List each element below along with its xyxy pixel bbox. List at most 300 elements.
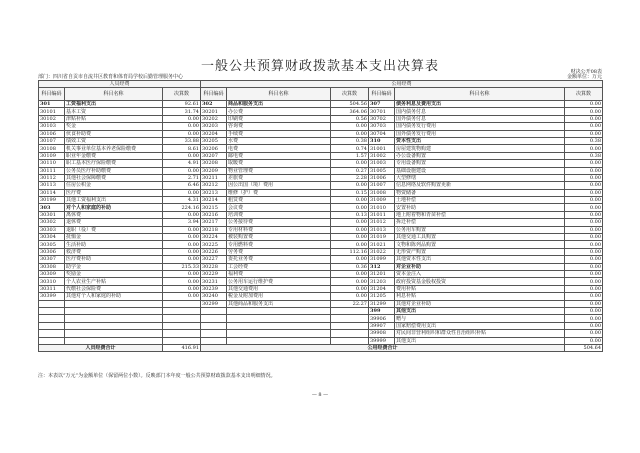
cell-name: 对个人和家庭的补助	[65, 204, 163, 211]
cell-name: 其他交通费用	[227, 285, 331, 292]
cell-amount: 0.00	[163, 248, 201, 255]
cell-amount: 0.27	[331, 167, 369, 174]
cell-name: 国外债务付息	[395, 115, 565, 122]
cell-name: 个人农业生产补贴	[65, 278, 163, 285]
cell-amount: 0.00	[565, 182, 603, 189]
cell-code: 30110	[39, 160, 65, 167]
cell-amount: 0.00	[331, 278, 369, 285]
personnel-header: 人员经费	[39, 81, 201, 88]
cell-code: 30227	[201, 256, 227, 263]
cell-name: 津贴补贴	[65, 115, 163, 122]
cell-amount	[331, 322, 369, 329]
cell-name: 国内债务发行费用	[395, 123, 565, 130]
cell-code: 31022	[369, 248, 395, 255]
cell-name: 政府投资基金股权投资	[395, 278, 565, 285]
cell-name: 离休费	[65, 211, 163, 218]
cell-name	[227, 315, 331, 322]
cell-code: 30308	[39, 263, 65, 270]
table-row	[39, 330, 603, 337]
cell-name: 印刷费	[227, 115, 331, 122]
cell-name: 其他工资福利支出	[65, 197, 163, 204]
cell-amount: 0.00	[565, 307, 603, 314]
cell-name: 公务接待费	[227, 219, 331, 226]
cell-name: 文物和陈列品购置	[395, 241, 565, 248]
cell-amount: 0.00	[331, 256, 369, 263]
cell-amount: 0.36	[331, 263, 369, 270]
cell-name: 奖金	[65, 123, 163, 130]
cell-amount	[163, 300, 201, 307]
cell-code	[201, 337, 227, 344]
total-public-value: 504.64	[565, 344, 603, 351]
cell-name: 退休费	[65, 219, 163, 226]
table-row	[39, 123, 603, 130]
cell-name: 其他交通工具购置	[395, 234, 565, 241]
cell-name: 其他对企业补助	[395, 300, 565, 307]
cell-name: 公务员医疗补助缴费	[65, 167, 163, 174]
cell-code: 303	[39, 204, 65, 211]
cell-code: 31204	[369, 285, 395, 292]
cell-amount: 0.00	[565, 130, 603, 137]
cell-amount: 4.31	[163, 197, 201, 204]
cell-code: 31019	[369, 234, 395, 241]
cell-amount: 0.00	[565, 226, 603, 233]
cell-code	[39, 315, 65, 322]
cell-amount: 0.00	[331, 130, 369, 137]
cell-amount: 31.74	[163, 108, 201, 115]
department-label: 部门：四川省自贡市自流井区教育和体育局学校后勤管理服务中心	[38, 74, 184, 80]
cell-code: 302	[201, 101, 227, 108]
cell-name	[227, 307, 331, 314]
cell-code: 307	[369, 101, 395, 108]
cell-amount: 0.00	[331, 270, 369, 277]
cell-code: 30205	[201, 137, 227, 144]
cell-amount: 504.56	[331, 101, 369, 108]
cell-code: 30215	[201, 204, 227, 211]
cell-code: 30307	[39, 256, 65, 263]
cell-amount: 0.00	[565, 330, 603, 337]
col-name: 科目名称	[65, 88, 163, 101]
cell-code: 30109	[39, 152, 65, 159]
cell-code: 30217	[201, 219, 227, 226]
cell-amount: 0.00	[163, 211, 201, 218]
cell-name: 土地补偿	[395, 197, 565, 204]
cell-amount	[331, 307, 369, 314]
cell-amount: 0.00	[565, 285, 603, 292]
col-code: 科目编码	[369, 88, 395, 101]
cell-code	[201, 330, 227, 337]
cell-name: 会议费	[227, 204, 331, 211]
cell-name: 其他支出	[395, 307, 565, 314]
cell-name: 专用设备购置	[395, 160, 565, 167]
cell-amount: 0.00	[565, 145, 603, 152]
cell-code: 31006	[369, 174, 395, 181]
total-personnel-label: 人员经费合计	[39, 344, 163, 351]
table-row	[39, 211, 603, 218]
cell-name: 办公设备购置	[395, 152, 565, 159]
cell-amount: 2.71	[163, 174, 201, 181]
cell-amount: 364.06	[331, 108, 369, 115]
cell-name: 退职（役）费	[65, 226, 163, 233]
table-row	[39, 307, 603, 314]
cell-code: 312	[369, 263, 395, 270]
cell-code: 39907	[369, 322, 395, 329]
cell-code: 30203	[201, 123, 227, 130]
cell-code: 30231	[201, 278, 227, 285]
cell-name: 伙食补助费	[65, 130, 163, 137]
cell-code: 30229	[201, 270, 227, 277]
cell-name: 救济费	[65, 248, 163, 255]
cell-name: 其他资本性支出	[395, 256, 565, 263]
cell-code: 31013	[369, 226, 395, 233]
cell-amount: 0.00	[163, 270, 201, 277]
cell-code: 301	[39, 101, 65, 108]
cell-name	[65, 307, 163, 314]
table-row	[39, 167, 603, 174]
cell-amount: 0.38	[565, 137, 603, 144]
cell-code: 30304	[39, 234, 65, 241]
cell-name: 助学金	[65, 263, 163, 270]
cell-code	[39, 307, 65, 314]
cell-name: 其他支出	[395, 337, 565, 344]
cell-amount: 22.27	[331, 300, 369, 307]
cell-name: 其他对个人和家庭的补助	[65, 293, 163, 300]
cell-name: 物资储备	[395, 189, 565, 196]
table-row	[39, 219, 603, 226]
cell-code: 30111	[39, 167, 65, 174]
cell-name: 抚恤金	[65, 234, 163, 241]
cell-code: 30240	[201, 293, 227, 300]
cell-code	[39, 322, 65, 329]
cell-code: 30201	[201, 108, 227, 115]
cell-amount: 0.00	[163, 123, 201, 130]
cell-code: 30206	[201, 145, 227, 152]
unit-label: 金额单位：万元	[566, 74, 602, 80]
cell-amount: 0.00	[163, 234, 201, 241]
cell-amount: 2.28	[331, 174, 369, 181]
cell-name: 绩效工资	[65, 137, 163, 144]
cell-amount	[163, 307, 201, 314]
cell-name: 专用材料费	[227, 226, 331, 233]
cell-code: 30114	[39, 189, 65, 196]
cell-amount: 0.00	[565, 197, 603, 204]
cell-code: 31099	[369, 256, 395, 263]
cell-code: 30103	[39, 123, 65, 130]
table-row	[39, 130, 603, 137]
table-row	[39, 189, 603, 196]
cell-code: 30305	[39, 241, 65, 248]
cell-amount: 0.00	[331, 204, 369, 211]
expenditure-table	[38, 80, 603, 352]
cell-code: 31021	[369, 241, 395, 248]
cell-amount: 0.00	[565, 234, 603, 241]
cell-amount	[331, 330, 369, 337]
cell-code: 30107	[39, 137, 65, 144]
cell-code: 30303	[39, 226, 65, 233]
cell-amount: 0.00	[565, 219, 603, 226]
cell-code: 30310	[39, 278, 65, 285]
cell-amount: 4.91	[163, 160, 201, 167]
cell-name: 住房公积金	[65, 182, 163, 189]
col-name: 科目名称	[227, 88, 331, 101]
cell-name: 办公费	[227, 108, 331, 115]
cell-amount: 0.00	[163, 115, 201, 122]
cell-amount	[163, 315, 201, 322]
cell-code: 31007	[369, 182, 395, 189]
table-row	[39, 322, 603, 329]
cell-amount: 0.00	[565, 337, 603, 344]
cell-name: 福利费	[227, 270, 331, 277]
cell-name: 生活补助	[65, 241, 163, 248]
cell-code: 39908	[369, 330, 395, 337]
cell-name	[65, 300, 163, 307]
cell-name: 职工基本医疗保险缴费	[65, 160, 163, 167]
cell-name: 电费	[227, 145, 331, 152]
cell-code: 31201	[369, 270, 395, 277]
cell-name: 手续费	[227, 130, 331, 137]
cell-amount: 0.00	[565, 115, 603, 122]
cell-amount: 112.16	[331, 248, 369, 255]
table-row	[39, 300, 603, 307]
cell-code: 30704	[369, 130, 395, 137]
table-row	[39, 241, 603, 248]
cell-name: 因公出国（境）费用	[227, 182, 331, 189]
cell-name: 基础设施建设	[395, 167, 565, 174]
cell-amount: 92.61	[163, 101, 201, 108]
cell-code: 30214	[201, 197, 227, 204]
cell-code: 30228	[201, 263, 227, 270]
cell-code: 31005	[369, 167, 395, 174]
table-row	[39, 256, 603, 263]
total-personnel-value: 416.91	[163, 344, 201, 351]
cell-name: 职业年金缴费	[65, 152, 163, 159]
cell-code: 30213	[201, 189, 227, 196]
cell-code: 30301	[39, 211, 65, 218]
cell-code: 30101	[39, 108, 65, 115]
cell-amount: 0.38	[565, 152, 603, 159]
cell-code: 30108	[39, 145, 65, 152]
cell-amount: 0.00	[163, 226, 201, 233]
cell-amount: 8.61	[163, 145, 201, 152]
cell-amount: 0.38	[331, 137, 369, 144]
cell-amount: 33.88	[163, 137, 201, 144]
cell-code: 30207	[201, 152, 227, 159]
cell-amount: 0.00	[163, 152, 201, 159]
table-number: 财决公开08表	[570, 69, 602, 75]
cell-code: 30239	[201, 285, 227, 292]
cell-code: 30208	[201, 160, 227, 167]
table-row	[39, 278, 603, 285]
cell-name: 邮电费	[227, 152, 331, 159]
cell-code: 31011	[369, 211, 395, 218]
cell-code: 30212	[201, 182, 227, 189]
col-name: 科目名称	[395, 88, 565, 101]
cell-amount: 0.00	[565, 204, 603, 211]
footnote: 注：本表以“万元”为金额单位（保留两位小数）。反映部门本年度一般公共预算财政拨款基本支出明细情况。	[38, 373, 276, 379]
cell-code: 30299	[201, 300, 227, 307]
cell-code: 30225	[201, 241, 227, 248]
cell-amount: 0.00	[331, 160, 369, 167]
cell-name: 赠与	[395, 315, 565, 322]
table-row	[39, 263, 603, 270]
col-amount: 决算数	[163, 88, 201, 101]
cell-name: 商品和服务支出	[227, 101, 331, 108]
cell-name: 代缴社会保险费	[65, 285, 163, 292]
cell-code: 30211	[201, 174, 227, 181]
cell-amount: 0.56	[331, 115, 369, 122]
table-row	[39, 174, 603, 181]
cell-name: 咨询费	[227, 123, 331, 130]
cell-amount	[331, 315, 369, 322]
cell-code: 30224	[201, 234, 227, 241]
cell-code: 30209	[201, 167, 227, 174]
cell-name	[227, 330, 331, 337]
cell-code: 30309	[39, 270, 65, 277]
cell-name	[65, 337, 163, 344]
cell-amount: 0.00	[565, 108, 603, 115]
table-row	[39, 137, 603, 144]
cell-amount: 0.00	[565, 256, 603, 263]
cell-code: 30702	[369, 115, 395, 122]
cell-amount: 0.00	[565, 167, 603, 174]
cell-name: 拆迁补偿	[395, 219, 565, 226]
cell-code	[201, 307, 227, 314]
table-row	[39, 337, 603, 344]
cell-amount: 0.00	[565, 211, 603, 218]
table-row	[39, 270, 603, 277]
cell-amount: 0.00	[565, 293, 603, 300]
cell-code: 30226	[201, 248, 227, 255]
cell-amount: 0.00	[565, 315, 603, 322]
cell-amount: 0.74	[331, 145, 369, 152]
cell-name: 资本性支出	[395, 137, 565, 144]
cell-name: 差旅费	[227, 174, 331, 181]
page-number: — 8 —	[311, 392, 329, 398]
cell-amount: 224.16	[163, 204, 201, 211]
cell-amount: 0.00	[331, 182, 369, 189]
cell-amount: 0.00	[565, 248, 603, 255]
cell-code: 31203	[369, 278, 395, 285]
cell-amount	[163, 337, 201, 344]
cell-code: 30216	[201, 211, 227, 218]
cell-amount: 0.00	[565, 278, 603, 285]
public-header: 公用经费	[201, 81, 603, 88]
cell-name: 房屋建筑物购建	[395, 145, 565, 152]
total-public-label: 公用经费合计	[201, 344, 565, 351]
table-row	[39, 152, 603, 159]
col-code: 科目编码	[201, 88, 227, 101]
cell-code	[201, 322, 227, 329]
cell-name: 工会经费	[227, 263, 331, 270]
cell-amount: 0.00	[331, 123, 369, 130]
cell-code: 31003	[369, 160, 395, 167]
cell-name: 取暖费	[227, 160, 331, 167]
cell-code: 30399	[39, 293, 65, 300]
cell-name: 大型修缮	[395, 174, 565, 181]
cell-name: 租赁费	[227, 197, 331, 204]
cell-amount: 215.33	[163, 263, 201, 270]
cell-name: 无形资产购置	[395, 248, 565, 255]
cell-amount: 0.00	[565, 322, 603, 329]
cell-code: 30202	[201, 115, 227, 122]
cell-amount: 0.00	[565, 189, 603, 196]
cell-code: 39906	[369, 315, 395, 322]
cell-name: 奖励金	[65, 270, 163, 277]
cell-name: 医疗费	[65, 189, 163, 196]
cell-code: 31299	[369, 300, 395, 307]
cell-name: 信息网络及软件购置更新	[395, 182, 565, 189]
cell-code: 30204	[201, 130, 227, 137]
cell-amount	[331, 337, 369, 344]
cell-amount: 0.00	[565, 174, 603, 181]
cell-name: 国外债务发行费用	[395, 130, 565, 137]
cell-amount: 0.00	[565, 123, 603, 130]
cell-amount: 0.00	[163, 167, 201, 174]
cell-name	[65, 322, 163, 329]
table-row	[39, 285, 603, 292]
cell-amount: 0.00	[565, 241, 603, 248]
cell-name: 医疗费补助	[65, 256, 163, 263]
cell-amount: 0.00	[565, 270, 603, 277]
cell-code: 30701	[369, 108, 395, 115]
cell-amount: 0.00	[331, 241, 369, 248]
cell-code: 30102	[39, 115, 65, 122]
cell-code	[39, 330, 65, 337]
table-row	[39, 101, 603, 108]
table-row	[39, 197, 603, 204]
col-amount: 决算数	[565, 88, 603, 101]
cell-name: 水费	[227, 137, 331, 144]
cell-code: 30218	[201, 226, 227, 233]
cell-amount: 0.15	[331, 189, 369, 196]
cell-name: 工资福利支出	[65, 101, 163, 108]
cell-code: 30112	[39, 174, 65, 181]
cell-code: 399	[369, 307, 395, 314]
cell-amount: 0.00	[331, 226, 369, 233]
cell-amount: 0.00	[163, 293, 201, 300]
table-row	[39, 204, 603, 211]
cell-code: 30703	[369, 123, 395, 130]
cell-name: 国家赔偿费用支出	[395, 322, 565, 329]
page-title: 一般公共预算财政拨款基本支出决算表	[200, 59, 439, 74]
cell-name: 其他商品和服务支出	[227, 300, 331, 307]
cell-code: 31009	[369, 197, 395, 204]
cell-name: 维修（护）费	[227, 189, 331, 196]
cell-code: 31002	[369, 152, 395, 159]
cell-name	[227, 337, 331, 344]
cell-name: 公务用车购置	[395, 226, 565, 233]
cell-amount: 0.00	[331, 197, 369, 204]
cell-amount: 0.00	[331, 219, 369, 226]
cell-amount	[163, 322, 201, 329]
cell-amount: 1.57	[331, 152, 369, 159]
table-row	[39, 108, 603, 115]
cell-name: 安置补助	[395, 204, 565, 211]
cell-amount: 0.00	[163, 130, 201, 137]
cell-name: 利息补贴	[395, 293, 565, 300]
cell-amount: 3.94	[163, 219, 201, 226]
cell-amount: 0.00	[565, 300, 603, 307]
cell-code: 31012	[369, 219, 395, 226]
cell-name	[227, 322, 331, 329]
cell-name: 培训费	[227, 211, 331, 218]
cell-name: 对民间非营利组织和群众性自治组织补贴	[395, 330, 565, 337]
cell-name: 对企业补助	[395, 263, 565, 270]
cell-amount: 6.46	[163, 182, 201, 189]
cell-code: 30302	[39, 219, 65, 226]
table-row	[39, 226, 603, 233]
cell-code: 31008	[369, 189, 395, 196]
cell-amount: 0.00	[163, 241, 201, 248]
